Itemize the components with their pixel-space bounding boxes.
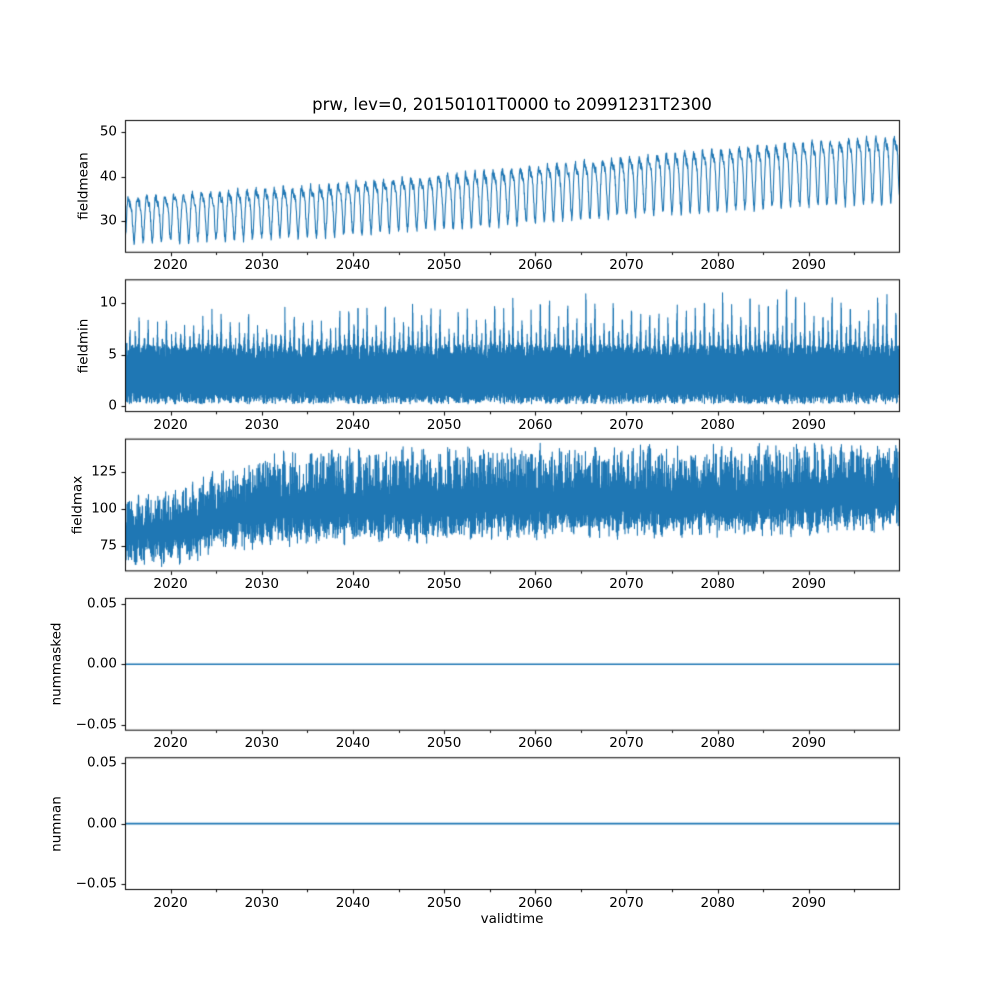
x-tick-label: 2090 — [791, 257, 826, 274]
x-tick-label: 2040 — [335, 416, 371, 433]
y-axis-label-numnan: numnan — [48, 795, 65, 852]
x-tick-label: 2090 — [791, 416, 826, 433]
x-tick-label: 2040 — [335, 257, 371, 274]
y-tick-label: 5 — [108, 346, 117, 363]
x-axis-label: validtime — [480, 911, 544, 927]
y-tick-label: 125 — [91, 462, 117, 479]
x-tick-label: 2050 — [426, 257, 462, 274]
x-tick-label: 2050 — [426, 575, 462, 592]
x-tick-label: 2030 — [244, 735, 279, 752]
x-tick-label: 2040 — [335, 894, 371, 911]
y-tick-label: 10 — [99, 294, 117, 311]
x-tick-label: 2080 — [700, 416, 735, 433]
x-tick-label: 2050 — [426, 735, 462, 752]
y-tick-label: 0.00 — [86, 814, 117, 831]
x-tick-label: 2070 — [609, 894, 644, 911]
x-tick-label: 2020 — [153, 416, 188, 433]
x-tick-label: 2070 — [609, 416, 644, 433]
y-tick-label: 50 — [99, 123, 117, 140]
x-tick-label: 2080 — [700, 894, 735, 911]
x-tick-label: 2040 — [335, 575, 371, 592]
chart-title: prw, lev=0, 20150101T0000 to 20991231T2300 — [312, 95, 712, 114]
y-axis-label-fieldmean: fieldmean — [75, 152, 92, 221]
x-tick-label: 2050 — [426, 416, 462, 433]
y-tick-label: 30 — [99, 212, 117, 229]
x-tick-label: 2030 — [244, 416, 279, 433]
x-tick-label: 2090 — [791, 575, 826, 592]
y-tick-label: 100 — [91, 500, 117, 517]
y-tick-label: 75 — [99, 537, 117, 554]
y-tick-label: 0.05 — [86, 595, 117, 612]
x-tick-label: 2060 — [518, 257, 553, 274]
x-tick-label: 2040 — [335, 735, 371, 752]
y-tick-label: 0.00 — [86, 655, 117, 672]
x-tick-label: 2080 — [700, 735, 735, 752]
x-tick-label: 2060 — [518, 575, 553, 592]
y-tick-label: 0 — [108, 397, 117, 414]
x-tick-label: 2080 — [700, 257, 735, 274]
x-tick-label: 2060 — [518, 735, 553, 752]
x-tick-label: 2020 — [153, 575, 188, 592]
x-tick-label: 2070 — [609, 575, 644, 592]
x-tick-label: 2030 — [244, 894, 279, 911]
y-tick-label: −0.05 — [75, 875, 117, 892]
y-tick-label: −0.05 — [75, 715, 117, 732]
y-tick-label: 0.05 — [86, 754, 117, 771]
x-tick-label: 2050 — [426, 894, 462, 911]
x-tick-label: 2060 — [518, 416, 553, 433]
x-tick-label: 2020 — [153, 735, 188, 752]
x-tick-label: 2020 — [153, 894, 188, 911]
y-axis-label-nummasked: nummasked — [48, 622, 65, 706]
x-tick-label: 2090 — [791, 735, 826, 752]
x-tick-label: 2020 — [153, 257, 188, 274]
y-axis-label-fieldmin: fieldmin — [75, 318, 92, 373]
x-tick-label: 2080 — [700, 575, 735, 592]
x-tick-label: 2090 — [791, 894, 826, 911]
x-tick-label: 2030 — [244, 257, 279, 274]
x-tick-label: 2060 — [518, 894, 553, 911]
x-tick-label: 2030 — [244, 575, 279, 592]
y-tick-label: 40 — [99, 167, 117, 184]
x-tick-label: 2070 — [609, 257, 644, 274]
y-axis-label-fieldmax: fieldmax — [69, 475, 86, 535]
x-tick-label: 2070 — [609, 735, 644, 752]
